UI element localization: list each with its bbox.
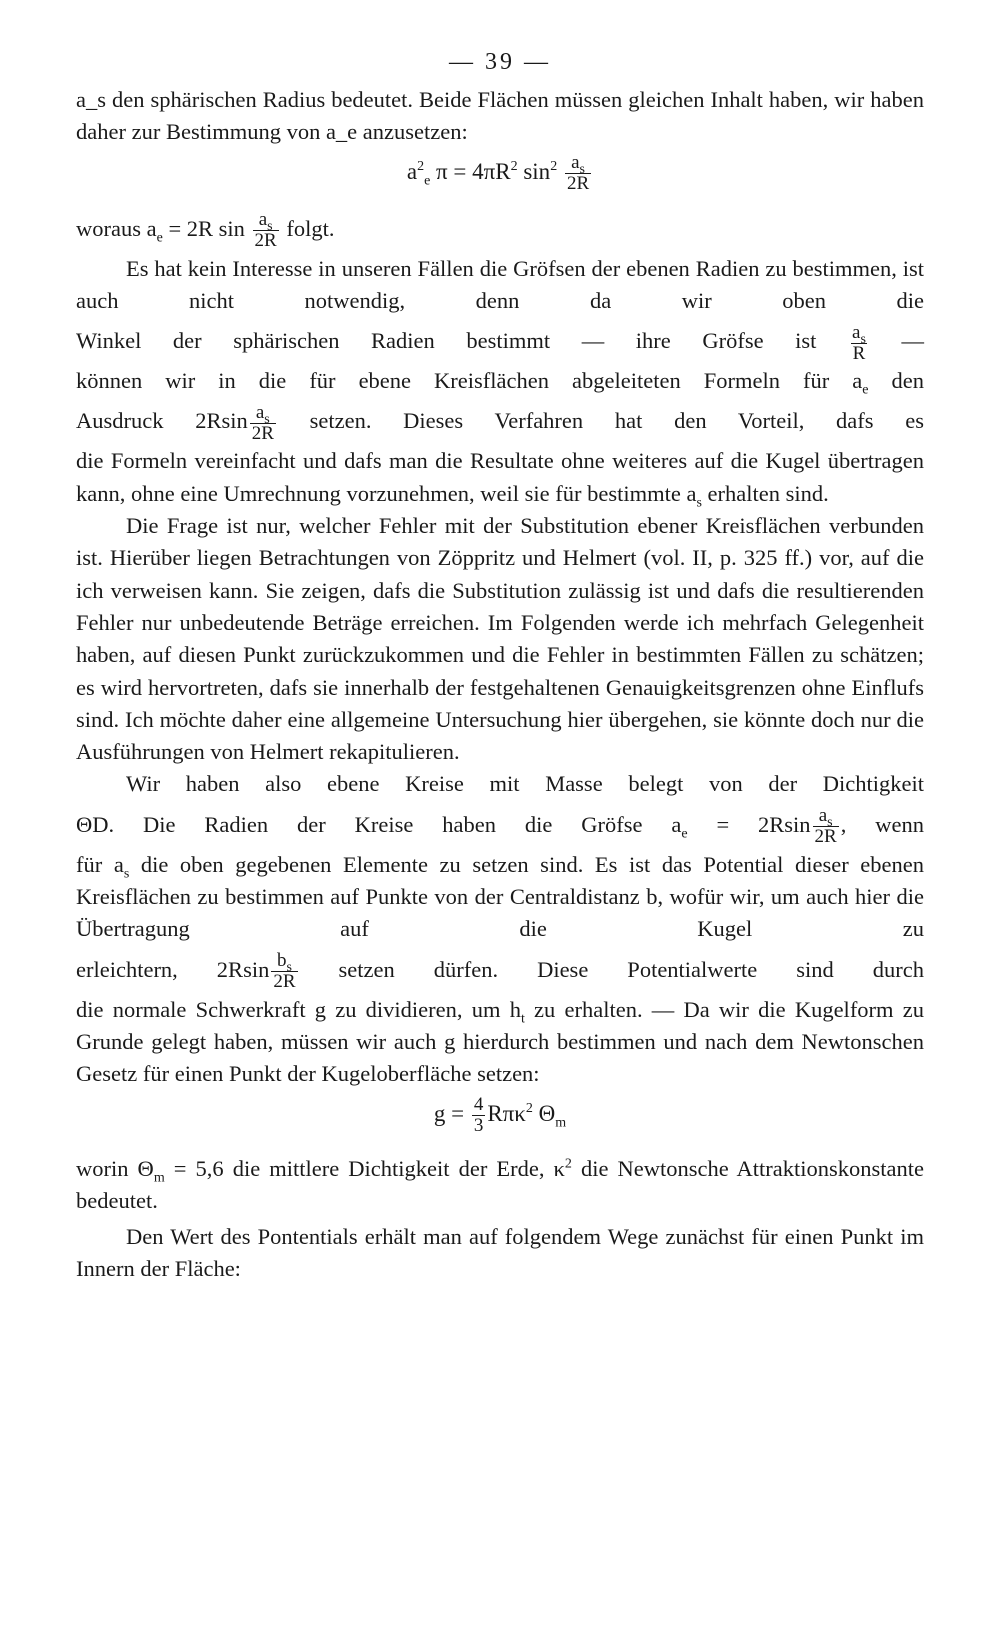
paragraph-4-end bbox=[76, 994, 924, 1091]
text: erhalten sind. bbox=[701, 480, 829, 506]
sub: m bbox=[153, 1170, 165, 1186]
num: b bbox=[276, 949, 287, 971]
sub: e bbox=[681, 826, 688, 842]
sub: e bbox=[862, 382, 869, 398]
text: Die Frage ist nur, welcher Fehler mit der Substitution ebener Kreisflächen verbunden ist. Hierüber liegen Betrachtungen von Zöppritz und Helmert (vol. II, p. 325 ff.) vor, auf die ich verweisen kann. Sie zeigen, dafs die Substitution zulässig ist und dafs die resultierenden Fehler nur unbedeutende Beträge erreichen. Im Folgenden werde ich mehrfach Gelegenheit haben, auf diesen Punkt zurückzukommen und die Fehler in bestimmten Fällen zu schätzen; es wird hervortreten, dafs sie innerhalb der festgehaltenen Genauigkeitsgrenzen ohne Einflufs sind. Ich möchte daher eine allgemeine Untersuchung hier übergehen, sie könnte doch nur die Ausführungen von Helmert rekapitulieren. bbox=[76, 513, 924, 765]
eq-text: a bbox=[406, 158, 418, 184]
fraction bbox=[472, 1095, 486, 1136]
sub: s bbox=[264, 411, 270, 427]
sub: s bbox=[827, 814, 833, 830]
num: 4 bbox=[473, 1093, 484, 1115]
text: Es hat kein Interesse in unseren Fällen die Gröfsen der ebenen Radien zu bestimmen, ist auch nicht notwendig, denn da wir oben die bbox=[76, 255, 924, 313]
sup: 2 bbox=[417, 158, 425, 174]
text: Ausdruck 2Rsin bbox=[76, 408, 248, 434]
text: ΘD. Die Radien der Kreise haben die Gröfse a bbox=[76, 811, 682, 837]
fraction bbox=[565, 153, 591, 194]
text: Den Wert des Pontentials erhält man auf folgendem Wege zunächst für einen Punkt im Innern der Fläche: bbox=[76, 1224, 924, 1282]
sub: s bbox=[860, 331, 866, 347]
paragraph-6 bbox=[76, 1221, 924, 1286]
sub: e bbox=[156, 230, 163, 246]
eq-text: Rπκ bbox=[487, 1100, 526, 1126]
paragraph-4-line bbox=[76, 946, 924, 994]
fraction bbox=[271, 951, 297, 992]
den: 2R bbox=[566, 172, 590, 194]
sup: 2 bbox=[510, 158, 518, 174]
text: Winkel der sphärischen Radien bestimmt — ihre Gröfse ist bbox=[76, 328, 817, 354]
text: = 2Rsin bbox=[687, 811, 811, 837]
paragraph-4-line bbox=[76, 801, 924, 849]
num: a bbox=[571, 151, 580, 173]
sub: s bbox=[696, 495, 702, 511]
text: die Formeln vereinfacht und dafs man die Resultate ohne weiteres auf die Kugel übertragen kann, ohne eine Umrechnung vorzunehmen, weil sie für bestimmte a bbox=[76, 448, 924, 506]
paragraph-3 bbox=[76, 510, 924, 768]
den: 2R bbox=[814, 826, 837, 848]
eq-text: Θ bbox=[532, 1100, 556, 1126]
text: den bbox=[868, 368, 924, 394]
sup: 2 bbox=[564, 1156, 572, 1172]
num: a bbox=[818, 805, 828, 827]
sub: s bbox=[579, 161, 585, 177]
sub: e bbox=[424, 172, 431, 188]
paragraph-2-line bbox=[76, 317, 924, 365]
equation-1 bbox=[76, 149, 924, 205]
text: woraus a bbox=[76, 215, 157, 241]
sub: s bbox=[267, 218, 273, 234]
text: können wir in die für ebene Kreisflächen abgeleiteten Formeln für a bbox=[76, 368, 863, 394]
page-number: — 39 — bbox=[449, 49, 551, 75]
num: a bbox=[255, 401, 265, 423]
fraction bbox=[850, 323, 868, 364]
fraction bbox=[813, 806, 839, 847]
paragraph-2-line bbox=[76, 365, 924, 397]
paragraph-5 bbox=[76, 1153, 924, 1218]
text: erleichtern, 2Rsin bbox=[76, 956, 270, 982]
paragraph-1 bbox=[76, 84, 924, 149]
text: , wenn bbox=[840, 811, 924, 837]
text: setzen dürfen. Diese Potentialwerte sind durch bbox=[299, 956, 924, 982]
text: Wir haben also ebene Kreise mit Masse belegt von der Dichtigkeit bbox=[126, 771, 924, 797]
sub: m bbox=[555, 1114, 567, 1130]
text: die normale Schwerkraft g zu dividieren, um h bbox=[76, 996, 521, 1022]
eq-text: sin bbox=[523, 158, 551, 184]
den: 2R bbox=[251, 422, 274, 444]
den: 2R bbox=[273, 970, 296, 992]
text: worin Θ bbox=[76, 1155, 154, 1181]
fraction bbox=[250, 403, 276, 444]
sub: s bbox=[123, 866, 130, 882]
sup: 2 bbox=[550, 158, 558, 174]
den: R bbox=[852, 342, 866, 364]
eq-text: g = bbox=[433, 1100, 470, 1126]
equation-2 bbox=[76, 1091, 924, 1153]
sub: s bbox=[286, 959, 292, 975]
text: a_s den sphärischen Radius bedeutet. Beide Flächen müssen gleichen Inhalt haben, wir haben daher zur Bestimmung von a_e anzusetzen: bbox=[76, 87, 924, 145]
woraus-line bbox=[76, 205, 924, 253]
num: a bbox=[258, 208, 268, 230]
text: = 2R sin bbox=[162, 215, 245, 241]
paragraph-4 bbox=[76, 768, 924, 800]
paragraph-2 bbox=[76, 253, 924, 318]
text: — bbox=[869, 328, 925, 354]
eq-text: π = 4πR bbox=[436, 158, 511, 184]
text: für a bbox=[76, 851, 124, 877]
fraction bbox=[253, 210, 279, 251]
text: folgt. bbox=[280, 215, 335, 241]
den: 3 bbox=[473, 1114, 484, 1136]
text: die oben gegebenen Elemente zu setzen sind. Es ist das Potential dieser ebenen Kreisflächen zu bestimmen auf Punkte von der Centraldistanz b, wofür wir, um auch hier die Übertragung auf die Kugel zu bbox=[76, 851, 924, 942]
paragraph-2-end bbox=[76, 445, 924, 510]
text: die Newtonsche Attraktionskonstante bedeutet. bbox=[76, 1155, 924, 1213]
sub: t bbox=[520, 1011, 525, 1027]
paragraph-2-line bbox=[76, 397, 924, 445]
text: setzen. Dieses Verfahren hat den Vorteil, dafs es bbox=[277, 408, 924, 434]
text: = 5,6 die mittlere Dichtigkeit der Erde, κ bbox=[164, 1155, 565, 1181]
page bbox=[76, 40, 924, 1286]
num: a bbox=[852, 321, 861, 343]
paragraph-4-line bbox=[76, 849, 924, 946]
sup: 2 bbox=[525, 1100, 533, 1116]
text: zu erhalten. — Da wir die Kugelform zu Grunde gelegt haben, müssen wir auch g hierdurch bestimmen und nach dem Newtonschen Gesetz für einen Punkt der Kugeloberfläche setzen: bbox=[76, 996, 924, 1087]
den: 2R bbox=[254, 229, 277, 251]
